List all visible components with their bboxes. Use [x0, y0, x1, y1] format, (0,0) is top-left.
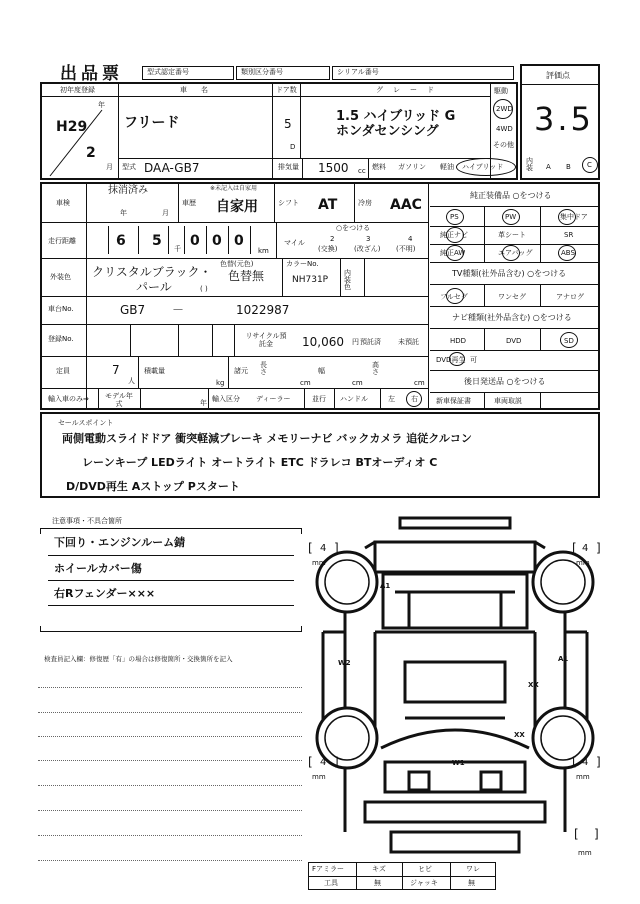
tread-front-right: 4: [582, 543, 589, 554]
inspection-value: 抹消済み: [108, 185, 148, 196]
sales-points-box: セールスポイント 両側電動スライドドア 衝突軽減ブレーキ メモリーナビ バックカメラ 追従クルコン レーンキープ LEDライト オートライト ETC ドラレコ BTオーディオ C D/DVD再生 Aストップ Pスタート: [40, 412, 600, 498]
car-name: フリード: [124, 115, 180, 131]
recycle-amount: 10,060: [302, 335, 344, 349]
displacement: 1500: [318, 161, 349, 175]
grade-line2: ホンダセンシング: [336, 124, 439, 139]
inspector-note: 検査員記入欄：修復歴「有」の場合は修復箇所・交換箇所を記入: [44, 655, 233, 663]
capacity: 7: [112, 363, 120, 377]
model-cert-field: 型式認定番号: [142, 66, 234, 80]
chassis-number: 1022987: [236, 303, 290, 317]
first-reg-label: 初年度登録: [60, 86, 95, 94]
mileage-digit-2: 5: [152, 233, 162, 249]
mileage-digit-4: 0: [212, 233, 222, 249]
note-3: 右Rフェンダー×××: [54, 587, 156, 600]
damage-xx-1: XX: [528, 681, 539, 689]
sales-line-1: 両側電動スライドドア 衝突軽減ブレーキ メモリーナビ バックカメラ 追従クルコン: [62, 432, 472, 445]
first-reg-year: H29: [56, 119, 88, 135]
grade-line1: 1.5 ハイブリッド G: [336, 109, 456, 124]
category-field: 類別区分番号: [236, 66, 330, 80]
sales-line-2: レーンキープ LEDライト オートライト ETC ドラレコ BTオーディオ C: [82, 456, 438, 469]
damage-w2: W2: [338, 659, 351, 667]
mileage-digit-5: 0: [234, 233, 244, 249]
ext-color-line2: パール: [136, 280, 172, 294]
ac-value: AAC: [390, 197, 422, 213]
history-value: 自家用: [216, 199, 258, 215]
color-no: NH731P: [292, 275, 329, 285]
first-reg-month: 2: [86, 145, 96, 161]
door-count: 5: [284, 117, 292, 131]
score-box: 評価点 3.5: [520, 64, 600, 180]
page-title: 出品票: [60, 64, 123, 84]
notes-label: 注意事項・不具合箇所: [52, 517, 122, 525]
tread-rear-left: 4: [320, 757, 327, 768]
mileage-digit-3: 0: [190, 233, 200, 249]
model-code: DAA-GB7: [144, 161, 200, 175]
spare-tread: [ ]: [574, 827, 599, 841]
score-value: 3.5: [534, 100, 594, 138]
damage-xx-2: XX: [514, 731, 525, 739]
note-1: 下回り・エンジンルーム錆: [54, 536, 186, 549]
damage-a1-front: A1: [380, 582, 391, 590]
color-change: 色替無: [228, 269, 265, 283]
damage-w1: W1: [452, 759, 465, 767]
serial-field: シリアル番号: [332, 66, 514, 80]
note-2: ホイールカバー傷: [54, 562, 142, 575]
car-damage-diagram: [305, 512, 605, 872]
mileage-digit-1: 6: [116, 233, 126, 249]
shift-value: AT: [318, 197, 338, 213]
sales-line-3: D/DVD再生 Aストップ Pスタート: [66, 480, 240, 493]
damage-a1-right: A1: [558, 655, 569, 663]
tread-front-left: 4: [320, 543, 327, 554]
chassis-prefix: GB7: [120, 303, 146, 317]
ext-color-line1: クリスタルブラック・: [92, 265, 212, 279]
tread-rear-right: 4: [582, 757, 589, 768]
